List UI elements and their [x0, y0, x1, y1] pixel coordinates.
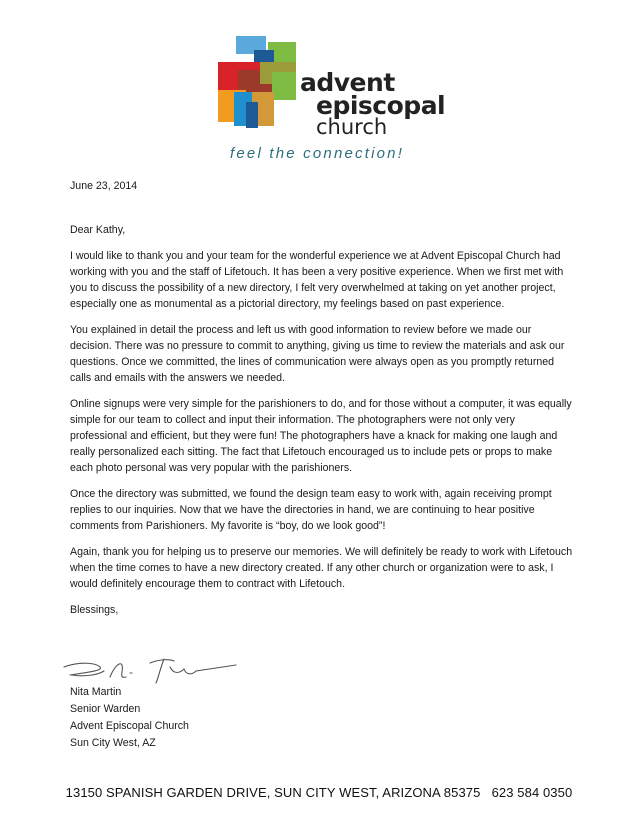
letter-closing: Blessings,: [70, 604, 119, 616]
letter-paragraph: Online signups were very simple for the parishioners to do, and for those without a computer, it was equally simple for our team to collect and input their information. The photographers were not only very professional and efficient, but they were fun! The photographers have a knack for making one laugh and really personalized each sitting. The fact that Lifetouch encouraged us to include pets or props to make each photo personal was very popular with the parishioners.: [70, 398, 572, 474]
logo-block: [272, 72, 296, 100]
signer-title: Senior Warden: [70, 703, 141, 715]
letter-paragraph: You explained in detail the process and left us with good information to review before we made our decision. There was no pressure to commit to anything, giving us time to review the materials and ask our questions. Once we committed, the lines of communication were always open as you promptly returned calls and emails with the answers we needed.: [70, 324, 565, 384]
letter-body: [70, 178, 575, 628]
letter-paragraph: Once the directory was submitted, we found the design team easy to work with, again receiving prompt replies to our inquiries. Now that we have the directories in hand, we are continuing to hear positive comments from Parishioners. My favorite is “boy, do we look good”!: [70, 488, 552, 532]
footer-address: 13150 SPANISH GARDEN DRIVE, SUN CITY WEST, ARIZONA 85375: [65, 785, 481, 800]
signer-block: [70, 684, 189, 752]
signer-org: Advent Episcopal Church: [70, 720, 189, 732]
logo-line-church: church: [316, 115, 388, 139]
handwritten-signature-icon: [60, 653, 240, 687]
signer-name: Nita Martin: [70, 686, 122, 698]
letter-paragraph: Again, thank you for helping us to preserve our memories. We will definitely be ready to work with Lifetouch when the time comes to have a new directory created. If any other church or organization were to ask, I would definitely encourage them to contract with Lifetouch.: [70, 546, 573, 590]
logo-block: [254, 50, 274, 62]
logo-line-advent: advent: [300, 68, 395, 97]
logo-wordmark: [300, 70, 445, 138]
logo-block: [246, 102, 258, 128]
letter-date: June 23, 2014: [70, 180, 138, 192]
letter-paragraph: I would like to thank you and your team for the wonderful experience we at Advent Episcopal Church had working with you and the staff of Lifetouch. It has been a very positive experience. When we first met with you to discuss the possibility of a new directory, I felt very overwhelmed at taking on yet another project, especially one as monumental as a pictorial directory, my feelings based on past experience.: [70, 250, 564, 310]
signer-location: Sun City West, AZ: [70, 737, 156, 749]
footer-phone: 623 584 0350: [491, 785, 573, 800]
letter-greeting: Dear Kathy,: [70, 224, 126, 236]
logo-line-episcopal: episcopal: [316, 91, 446, 120]
letterhead-footer: [0, 785, 638, 800]
tagline: feel the connection!: [230, 145, 405, 162]
